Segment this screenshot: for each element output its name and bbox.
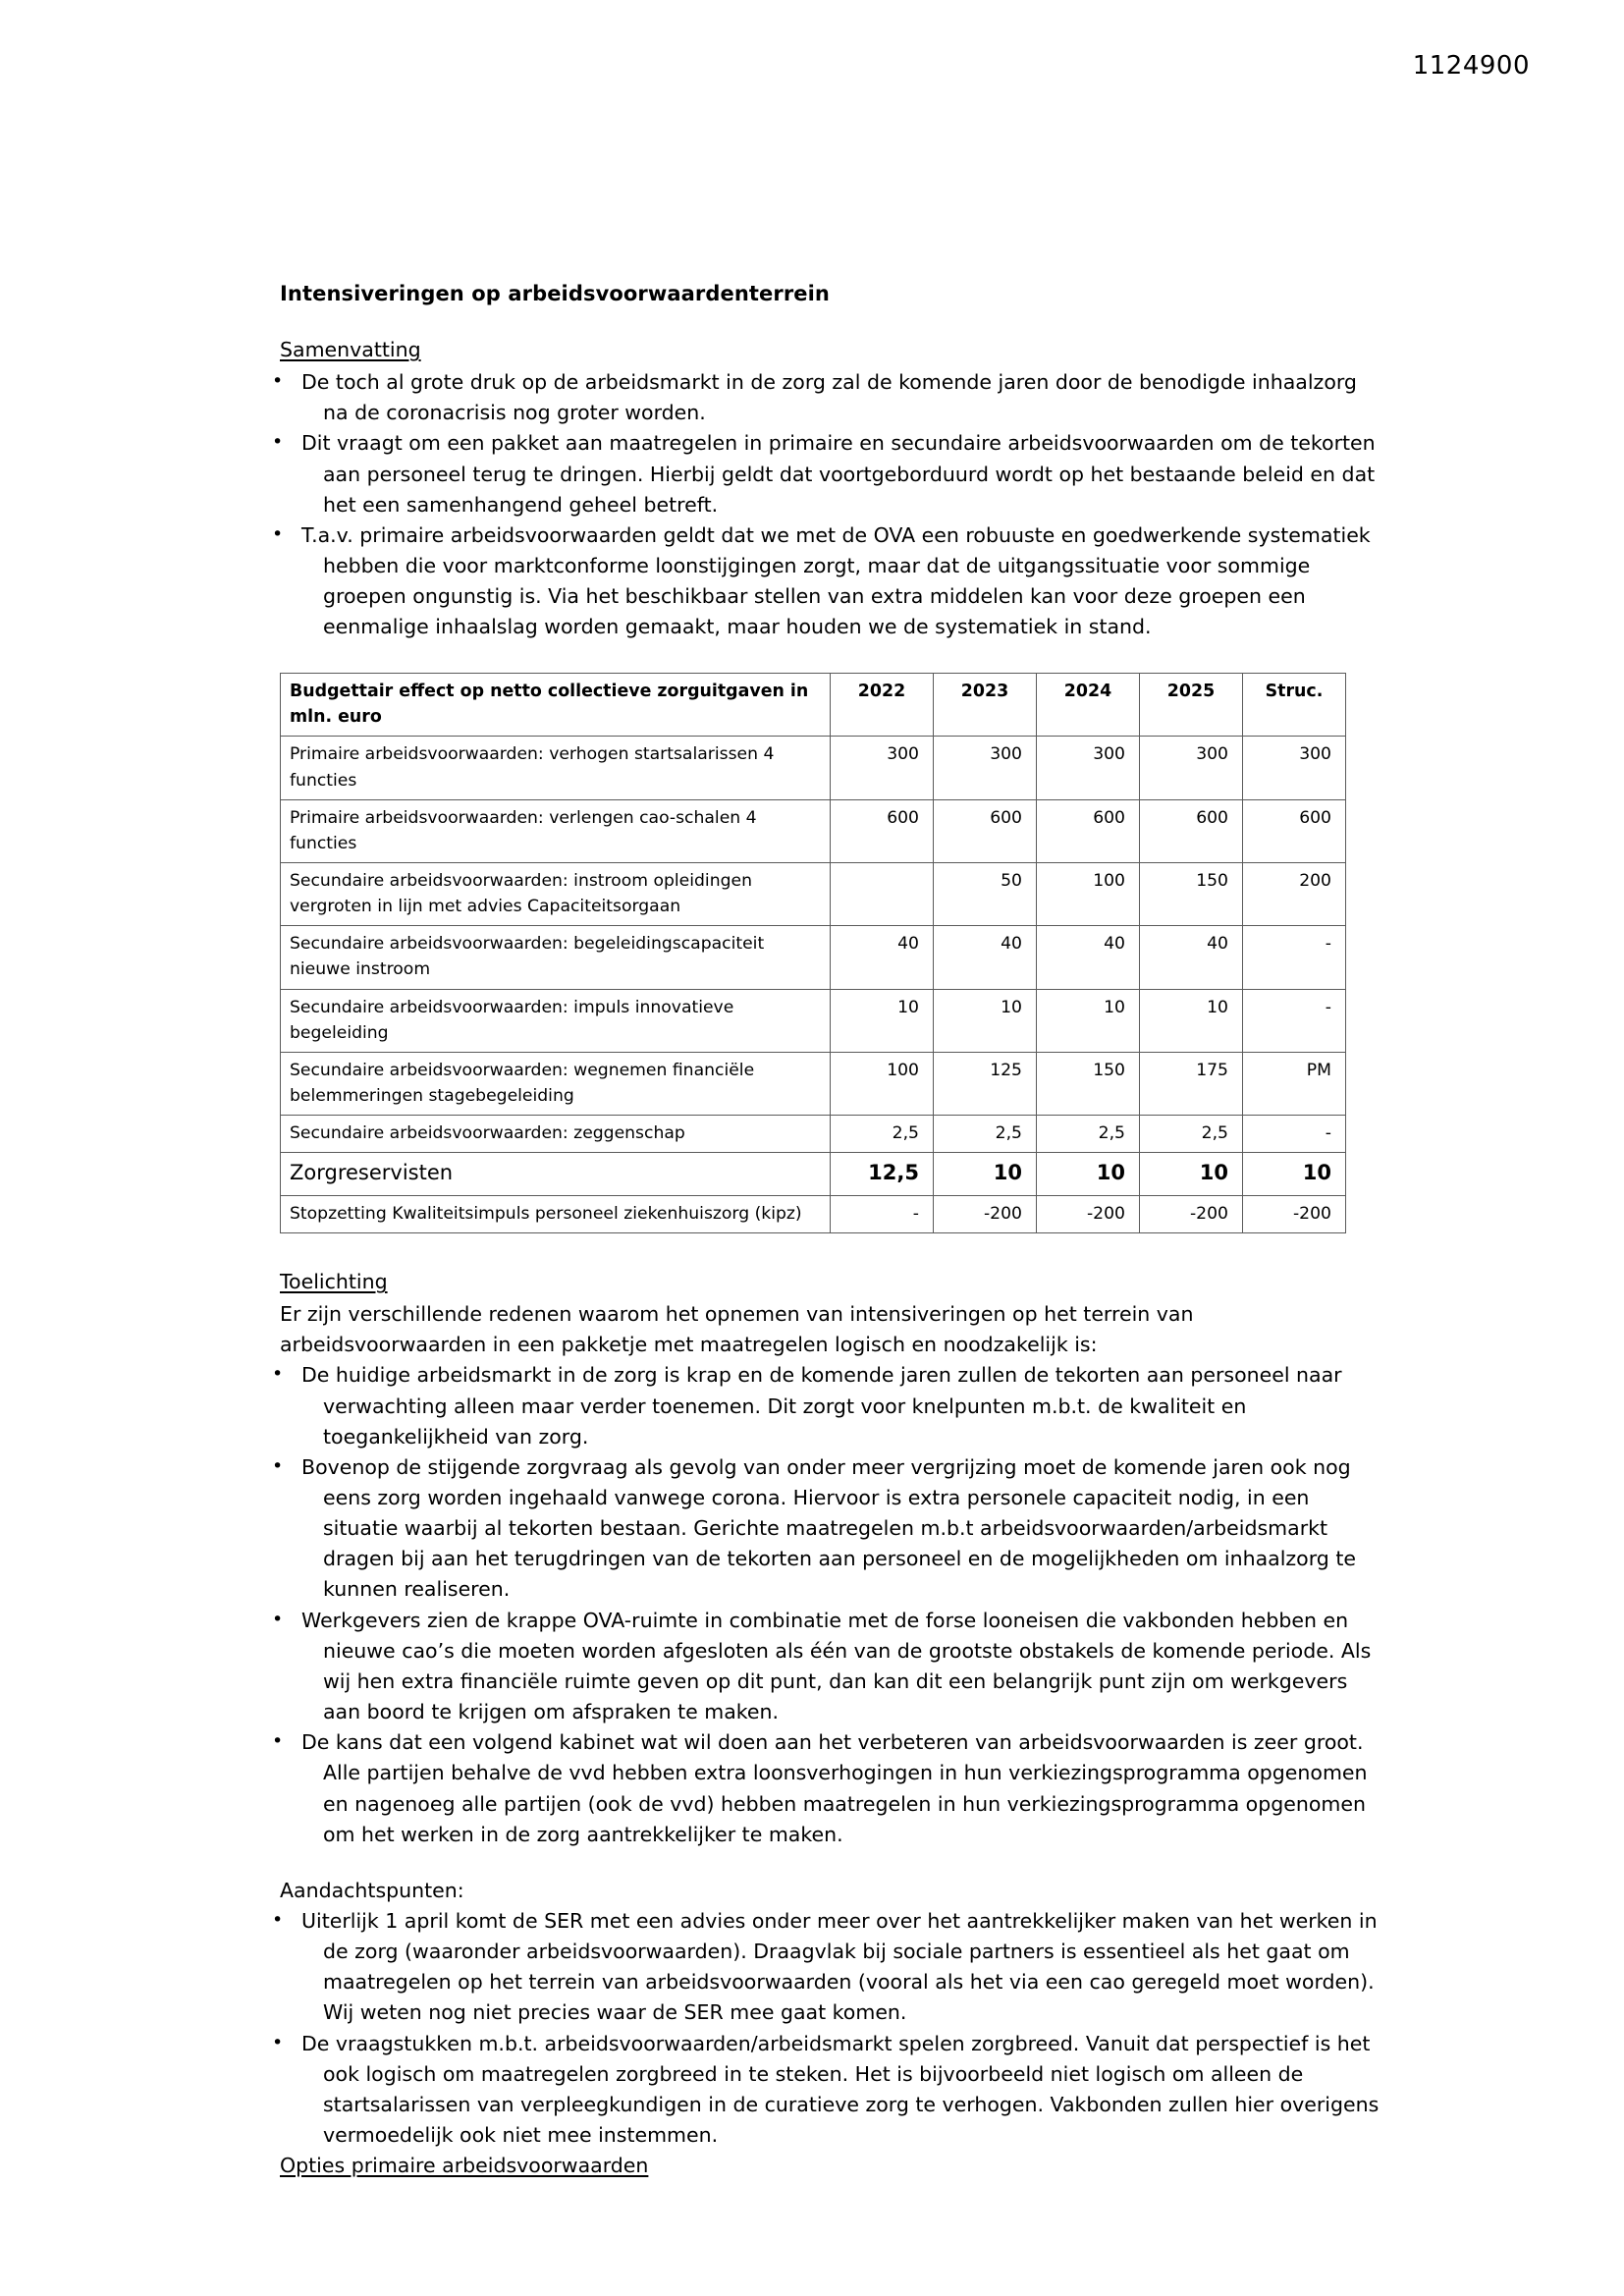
list-item: • De huidige arbeidsmarkt in de zorg is krap en de komende jaren zullen de tekorten aan personeel naar verwachting alleen maar verder toenemen. Dit zorgt voor knelpunten m.b.t. de kwaliteit en toegankelijkheid van zorg.: [280, 1360, 1380, 1451]
row-label: Secundaire arbeidsvoorwaarden: instroom opleidingen vergroten in lijn met advies Capaciteitsorgaan: [281, 862, 831, 925]
row-label: Secundaire arbeidsvoorwaarden: begeleidingscapaciteit nieuwe instroom: [281, 926, 831, 989]
page-title: Intensiveringen op arbeidsvoorwaardenterrein: [280, 282, 830, 305]
cell-struc: PM: [1243, 1052, 1346, 1115]
cell-struc: -200: [1243, 1196, 1346, 1233]
cell-2023: 300: [934, 737, 1037, 799]
cell-2022: [831, 862, 934, 925]
document-number: 1124900: [1412, 51, 1530, 81]
cell-struc: -: [1243, 926, 1346, 989]
cell-2023: 125: [934, 1052, 1037, 1115]
cell-2024: 2,5: [1037, 1116, 1140, 1153]
column-header-measure: Budgettair effect op netto collectieve zorguitgaven in mln. euro: [281, 673, 831, 737]
row-label: Secundaire arbeidsvoorwaarden: impuls innovatieve begeleiding: [281, 989, 831, 1052]
document-body: [280, 280, 1380, 2183]
cell-2022: 100: [831, 1052, 934, 1115]
cell-2023: 10: [934, 1153, 1037, 1196]
cell-2025: 10: [1140, 1153, 1243, 1196]
cell-2024: 100: [1037, 862, 1140, 925]
cell-2025: 150: [1140, 862, 1243, 925]
list-item: • De toch al grote druk op de arbeidsmarkt in de zorg zal de komende jaren door de benodigde inhaalzorg na de coronacrisis nog groter worden.: [280, 367, 1380, 428]
table-row: [281, 799, 1346, 862]
cell-2024: 10: [1037, 989, 1140, 1052]
cell-2023: -200: [934, 1196, 1037, 1233]
cell-2022: 2,5: [831, 1116, 934, 1153]
cell-2023: 10: [934, 989, 1037, 1052]
cell-2025: 2,5: [1140, 1116, 1243, 1153]
cell-struc: 200: [1243, 862, 1346, 925]
column-header-2022: 2022: [831, 673, 934, 737]
cell-2025: 10: [1140, 989, 1243, 1052]
table-row: [281, 737, 1346, 799]
cell-2024: 10: [1037, 1153, 1140, 1196]
cell-2024: 600: [1037, 799, 1140, 862]
cell-2023: 600: [934, 799, 1037, 862]
cell-2024: -200: [1037, 1196, 1140, 1233]
spacer: [280, 1850, 1380, 1876]
toelichting-heading: Toelichting: [280, 1270, 388, 1294]
aandachtspunten-bullet-list: [280, 1906, 1380, 2151]
cell-2024: 40: [1037, 926, 1140, 989]
cell-struc: -: [1243, 1116, 1346, 1153]
budget-effect-table: [280, 673, 1346, 1234]
row-label: Primaire arbeidsvoorwaarden: verlengen cao-schalen 4 functies: [281, 799, 831, 862]
summary-heading: Samenvatting: [280, 338, 421, 362]
cell-struc: 10: [1243, 1153, 1346, 1196]
cell-2022: 12,5: [831, 1153, 934, 1196]
cell-struc: 300: [1243, 737, 1346, 799]
table-row: [281, 1196, 1346, 1233]
cell-2024: 150: [1037, 1052, 1140, 1115]
cell-2025: -200: [1140, 1196, 1243, 1233]
cell-2023: 50: [934, 862, 1037, 925]
list-item: • De kans dat een volgend kabinet wat wil doen aan het verbeteren van arbeidsvoorwaarden is zeer groot. Alle partijen behalve de vvd hebben extra loonsverhogingen in hun verkiezingsprogramma opgenomen en nagenoeg alle partijen (ook de vvd) hebben maatregelen in hun verkiezingsprogramma opgenomen om het werken in de zorg aantrekkelijker te maken.: [280, 1727, 1380, 1850]
cell-struc: -: [1243, 989, 1346, 1052]
table-row: [281, 1153, 1346, 1196]
table-header-row: [281, 673, 1346, 737]
cell-2022: 10: [831, 989, 934, 1052]
table-row: [281, 989, 1346, 1052]
closing-heading: Opties primaire arbeidsvoorwaarden: [280, 2154, 649, 2178]
cell-2022: -: [831, 1196, 934, 1233]
cell-2025: 300: [1140, 737, 1243, 799]
list-item: • Dit vraagt om een pakket aan maatregelen in primaire en secundaire arbeidsvoorwaarden om de tekorten aan personeel terug te dringen. Hierbij geldt dat voortgeborduurd wordt op het bestaande beleid en dat het een samenhangend geheel betreft.: [280, 428, 1380, 519]
row-label: Stopzetting Kwaliteitsimpuls personeel ziekenhuiszorg (kipz): [281, 1196, 831, 1233]
cell-struc: 600: [1243, 799, 1346, 862]
list-item: • De vraagstukken m.b.t. arbeidsvoorwaarden/arbeidsmarkt spelen zorgbreed. Vanuit dat perspectief is het ook logisch om maatregelen zorgbreed in te steken. Het is bijvoorbeeld niet logisch om alleen de startsalarissen van verpleegkundigen in de curatieve zorg te verhogen. Vakbonden zullen hier overigens vermoedelijk ook niet mee instemmen.: [280, 2029, 1380, 2152]
spacer: [280, 1233, 1380, 1267]
cell-2025: 175: [1140, 1052, 1243, 1115]
cell-2025: 40: [1140, 926, 1243, 989]
list-item: • T.a.v. primaire arbeidsvoorwaarden geldt dat we met de OVA een robuuste en goedwerkende systematiek hebben die voor marktconforme loonstijgingen zorgt, maar dat de uitgangssituatie voor sommige groepen ongunstig is. Via het beschikbaar stellen van extra middelen kan voor deze groepen een eenmalige inhaalslag worden gemaakt, maar houden we de systematiek in stand.: [280, 520, 1380, 643]
cell-2023: 40: [934, 926, 1037, 989]
toelichting-intro: Er zijn verschillende redenen waarom het opnemen van intensiveringen op het terrein van arbeidsvoorwaarden in een pakketje met maatregelen logisch en noodzakelijk is:: [280, 1302, 1194, 1357]
table-row: [281, 926, 1346, 989]
column-header-struc: Struc.: [1243, 673, 1346, 737]
cell-2022: 600: [831, 799, 934, 862]
row-label: Secundaire arbeidsvoorwaarden: wegnemen financiële belemmeringen stagebegeleiding: [281, 1052, 831, 1115]
table-row: [281, 862, 1346, 925]
row-label: Primaire arbeidsvoorwaarden: verhogen startsalarissen 4 functies: [281, 737, 831, 799]
list-item: • Bovenop de stijgende zorgvraag als gevolg van onder meer vergrijzing moet de komende jaren ook nog eens zorg worden ingehaald vanwege corona. Hiervoor is extra personele capaciteit nodig, in een situatie waarbij al tekorten bestaan. Gerichte maatregelen m.b.t arbeidsvoorwaarden/arbeidsmarkt dragen bij aan het terugdringen van de tekorten aan personeel en de mogelijkheden om inhaalzorg te kunnen realiseren.: [280, 1452, 1380, 1606]
row-label: Secundaire arbeidsvoorwaarden: zeggenschap: [281, 1116, 831, 1153]
column-header-2023: 2023: [934, 673, 1037, 737]
row-label: Zorgreservisten: [281, 1153, 831, 1196]
summary-bullet-list: [280, 367, 1380, 642]
list-item: • Uiterlijk 1 april komt de SER met een advies onder meer over het aantrekkelijker maken van het werken in de zorg (waaronder arbeidsvoorwaarden). Draagvlak bij sociale partners is essentieel als het gaat om maatregelen op het terrein van arbeidsvoorwaarden (vooral als het via een cao geregeld moet worden). Wij weten nog niet precies waar de SER mee gaat komen.: [280, 1906, 1380, 2029]
column-header-2024: 2024: [1037, 673, 1140, 737]
column-header-2025: 2025: [1140, 673, 1243, 737]
cell-2025: 600: [1140, 799, 1243, 862]
list-item: • Werkgevers zien de krappe OVA-ruimte in combinatie met de forse looneisen die vakbonden hebben en nieuwe cao’s die moeten worden afgesloten als één van de grootste obstakels de komende periode. Als wij hen extra financiële ruimte geven op dit punt, dan kan dit een belangrijk punt zijn om werkgevers aan boord te krijgen om afspraken te maken.: [280, 1606, 1380, 1728]
table-row: [281, 1052, 1346, 1115]
cell-2022: 300: [831, 737, 934, 799]
cell-2024: 300: [1037, 737, 1140, 799]
toelichting-bullet-list: [280, 1360, 1380, 1850]
aandachtspunten-heading: Aandachtspunten:: [280, 1878, 464, 1902]
cell-2023: 2,5: [934, 1116, 1037, 1153]
table-row: [281, 1116, 1346, 1153]
cell-2022: 40: [831, 926, 934, 989]
